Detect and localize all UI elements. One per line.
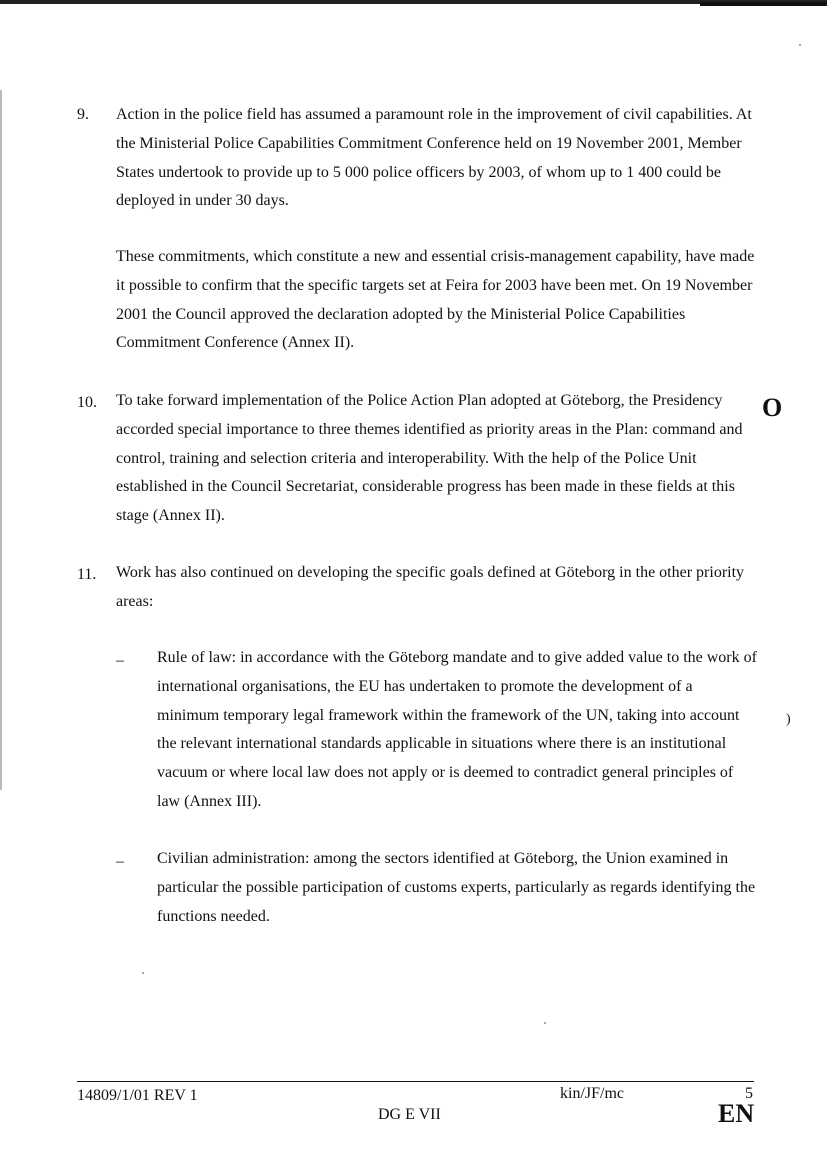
language-code: EN (718, 1099, 755, 1128)
margin-paren-mark: ) (786, 712, 791, 727)
bullet-text: Civilian administration: among the sectors identified at Göteborg, the Union examined in particular the possible participation of customs experts, particularly as regards identifying the functions needed. (157, 850, 756, 925)
bullet-dash: – (116, 853, 124, 870)
document-reference: 14809/1/01 REV 1 (77, 1087, 198, 1104)
margin-circle-mark: O (762, 393, 783, 422)
item-number: 10. (77, 394, 97, 411)
directorate: DG E VII (378, 1106, 441, 1123)
page-number: 5 (745, 1085, 753, 1102)
top-rule-accent (700, 2, 827, 6)
paragraph: Action in the police field has assumed a paramount role in the improvement of civil capabilities. At the Ministerial Police Capabilities Commitment Conference held on 19 November 2001, Member States undertook to provide up to 5 000 police officers by 2003, of whom up to 1 400 could be deployed in under 30 days. (116, 106, 752, 210)
footer-rule (77, 1081, 754, 1082)
bullet-text: Rule of law: in accordance with the Göteborg mandate and to give added value to the work of international organisations, the EU has undertaken to promote the development of a minimum temporary legal framework within the framework of the UN, taking into account the relevant international standards applicable in situations where there is an institutional vacuum or where local law does not apply or is deemed to contradict general principles of law (Annex III). (157, 649, 757, 810)
item-number: 9. (77, 106, 89, 123)
scan-speck (142, 972, 144, 974)
author-initials: kin/JF/mc (560, 1085, 625, 1102)
bullet-dash: – (116, 652, 124, 669)
scan-speck (799, 44, 801, 46)
item-number: 11. (77, 566, 97, 583)
paragraph: These commitments, which constitute a new and essential crisis-management capability, have made it possible to confirm that the specific targets set at Feira for 2003 have been met. On 19 November 2001 the Council approved the declaration adopted by the Ministerial Police Capabilities Commitment Conference (Annex II). (116, 248, 755, 352)
scan-edge (0, 90, 2, 790)
paragraph: Work has also continued on developing the specific goals defined at Göteborg in the other priority areas: (116, 564, 745, 610)
scan-speck (544, 1022, 546, 1024)
paragraph: To take forward implementation of the Police Action Plan adopted at Göteborg, the Presidency accorded special importance to three themes identified as priority areas in the Plan: command and control, training and selection criteria and interoperability. With the help of the Police Unit established in the Council Secretariat, considerable progress has been made in these fields at this stage (Annex II). (116, 392, 743, 525)
